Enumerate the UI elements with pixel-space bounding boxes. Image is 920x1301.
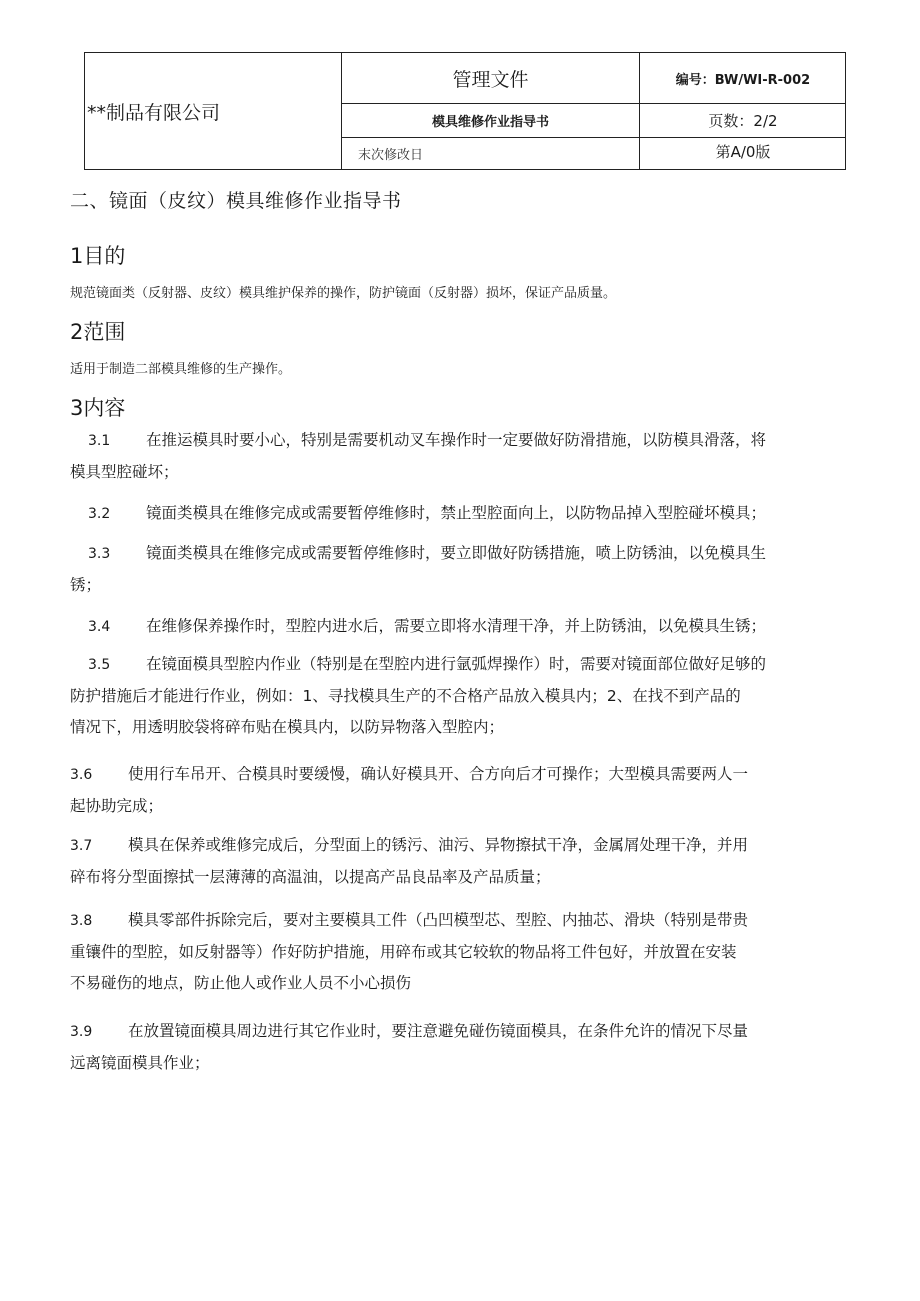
item-text: 在推运模具时要小心，特别是需要机动叉车操作时一定要做好防滑措施，以防模具滑落，将 <box>146 431 767 449</box>
list-item <box>70 830 870 893</box>
list-item <box>70 649 870 743</box>
item-text: 在维修保养操作时，型腔内进水后，需要立即将水清理干净，并上防锈油，以免模具生锈； <box>146 617 767 635</box>
item-text: 情况下，用透明胶袋将碎布贴在模具内，以防异物落入型腔内； <box>70 718 505 736</box>
item-number: 3.6 <box>70 767 93 783</box>
item-number: 3.9 <box>70 1024 93 1040</box>
item-text: 镜面类模具在维修完成或需要暂停维修时，禁止型腔面向上，以防物品掉入型腔碰坏模具； <box>146 504 767 522</box>
list-item <box>70 538 870 601</box>
section-heading: 1目的 <box>70 244 126 268</box>
item-text: 在放置镜面模具周边进行其它作业时，要注意避免碰伤镜面模具，在条件允许的情况下尽量 <box>128 1022 749 1040</box>
item-number: 3.2 <box>88 506 111 522</box>
list-item <box>70 498 870 530</box>
item-text: 使用行车吊开、合模具时要缓慢，确认好模具开、合方向后才可操作；大型模具需要两人一 <box>128 765 749 783</box>
item-number: 3.1 <box>88 433 111 449</box>
list-item <box>70 425 870 488</box>
item-text: 远离镜面模具作业； <box>70 1054 210 1072</box>
section-heading: 2范围 <box>70 320 126 344</box>
list-item <box>70 611 870 643</box>
item-number: 3.5 <box>88 657 111 673</box>
item-text: 起协助完成； <box>70 797 164 815</box>
section-body: 适用于制造二部模具维修的生产操作。 <box>70 362 292 377</box>
item-text: 镜面类模具在维修完成或需要暂停维修时，要立即做好防锈措施，喷上防锈油，以免模具生 <box>146 544 767 562</box>
item-number: 3.7 <box>70 838 93 854</box>
item-text: 模具零部件拆除完后，要对主要模具工件（凸凹模型芯、型腔、内抽芯、滑块（特别是带贵 <box>128 911 749 929</box>
item-text: 不易碰伤的地点，防止他人或作业人员不小心损伤 <box>70 974 412 992</box>
item-text: 重镶件的型腔，如反射器等）作好防护措施，用碎布或其它较软的物品将工件包好，并放置在安装 <box>70 943 737 961</box>
item-text: 碎布将分型面擦拭一层薄薄的高温油，以提高产品良品率及产品质量； <box>70 868 551 886</box>
item-number: 3.4 <box>88 619 111 635</box>
list-item <box>70 905 870 999</box>
list-item <box>70 1016 870 1079</box>
item-text: 在镜面模具型腔内作业（特别是在型腔内进行氩弧焊操作）时，需要对镜面部位做好足够的 <box>146 655 767 673</box>
section-body: 规范镜面类（反射器、皮纹）模具维护保养的操作，防护镜面（反射器）损坏，保证产品质量。 <box>70 286 617 301</box>
doc-type: 管理文件 <box>452 68 529 91</box>
header-table <box>84 52 846 170</box>
list-item <box>70 759 870 822</box>
item-text: 模具型腔碰坏； <box>70 463 179 481</box>
last-revised-label: 末次修改日 <box>358 148 424 163</box>
doc-version: 第A/0版 <box>715 142 771 161</box>
section-heading: 3内容 <box>70 396 126 420</box>
page-count: 页数：2/2 <box>708 112 778 130</box>
doc-title: 二、镜面（皮纹）模具维修作业指导书 <box>70 190 402 212</box>
item-text: 锈； <box>70 576 102 594</box>
item-text: 防护措施后才能进行作业，例如：1、寻找模具生产的不合格产品放入模具内；2、在找不到产品的 <box>70 687 741 705</box>
company-name: **制品有限公司 <box>87 101 221 124</box>
item-number: 3.8 <box>70 913 93 929</box>
doc-code: 编号：BW/WI-R-002 <box>675 72 811 88</box>
item-text: 模具在保养或维修完成后，分型面上的锈污、油污、异物擦拭干净，金属屑处理干净，并用 <box>128 836 749 854</box>
item-number: 3.3 <box>88 546 111 562</box>
doc-name: 模具维修作业指导书 <box>431 115 549 130</box>
